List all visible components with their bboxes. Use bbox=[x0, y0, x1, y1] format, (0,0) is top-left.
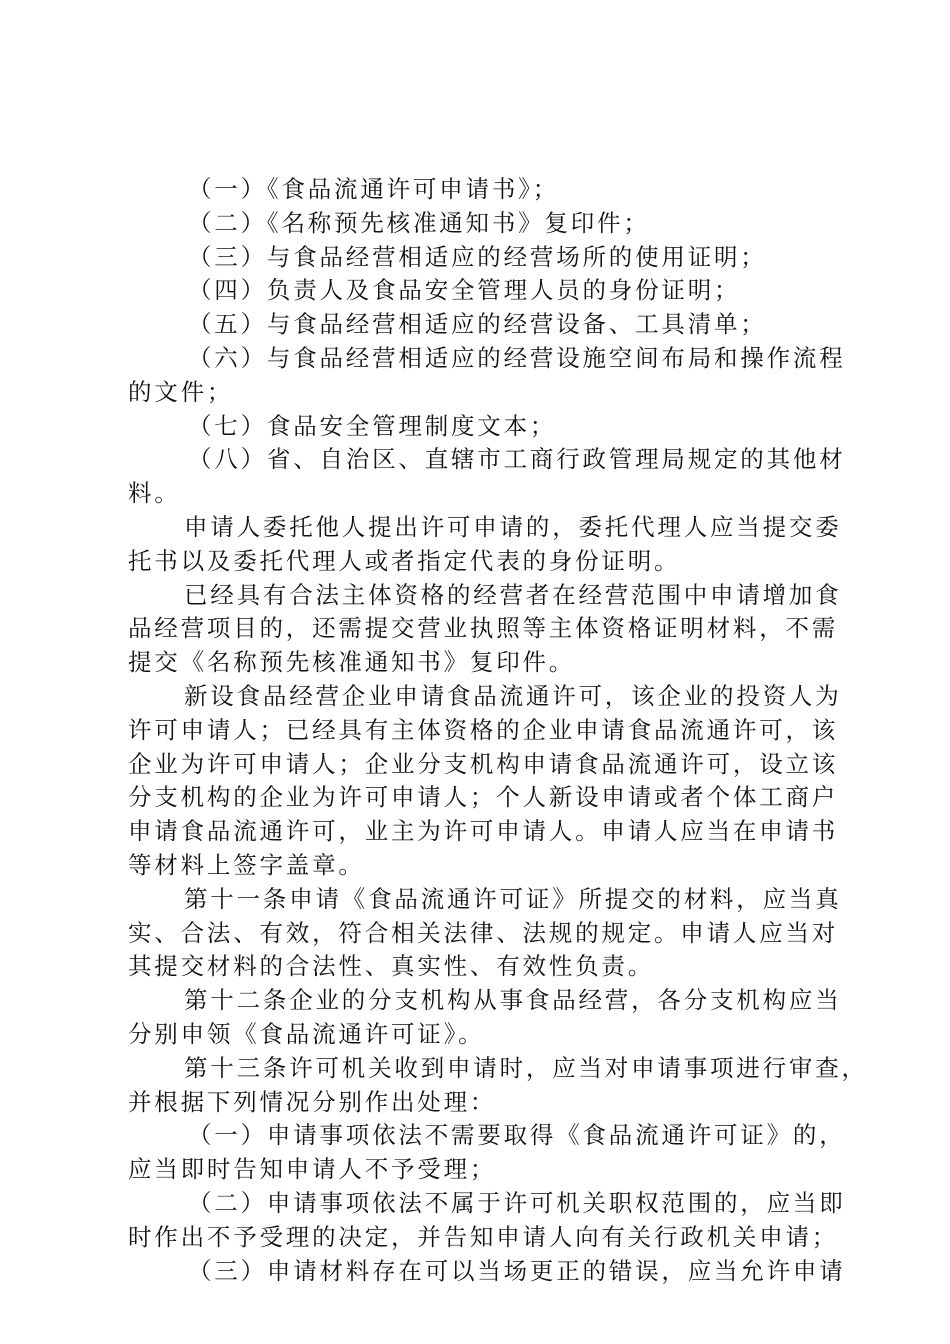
text-line: 等材料上签字盖章。 bbox=[128, 850, 365, 879]
text-line: 料。 bbox=[128, 479, 181, 508]
text-line: 的文件； bbox=[128, 377, 234, 406]
text-line: 企业为许可申请人；企业分支机构申请食品流通许可，设立该 bbox=[128, 749, 839, 778]
text-line: （二）申请事项依法不属于许可机关职权范围的，应当即 bbox=[188, 1188, 846, 1217]
text-line: 托书以及委托代理人或者指定代表的身份证明。 bbox=[128, 546, 681, 575]
text-line: 实、合法、有效，符合相关法律、法规的规定。申请人应当对 bbox=[128, 918, 839, 947]
text-line: 分别申领《食品流通许可证》。 bbox=[128, 1019, 485, 1048]
paragraph-first-line: 第十三条许可机关收到申请时，应当对申请事项进行审查， bbox=[184, 1053, 868, 1082]
text-line: （二）《名称预先核准通知书》复印件； bbox=[188, 208, 650, 237]
document-body bbox=[128, 173, 868, 1288]
paragraph-first-line: 申请人委托他人提出许可申请的，委托代理人应当提交委 bbox=[184, 512, 842, 541]
text-line: 并根据下列情况分别作出处理： bbox=[128, 1087, 497, 1116]
text-line: 分支机构的企业为许可申请人；个人新设申请或者个体工商户 bbox=[128, 783, 839, 812]
text-line: （四）负责人及食品安全管理人员的身份证明； bbox=[188, 276, 741, 305]
text-line: 提交《名称预先核准通知书》复印件。 bbox=[128, 648, 576, 677]
text-line: （一）《食品流通许可申请书》； bbox=[188, 175, 559, 203]
paragraph-first-line: 第十二条企业的分支机构从事食品经营，各分支机构应当 bbox=[184, 986, 842, 1015]
text-line: 品经营项目的，还需提交营业执照等主体资格证明材料，不需 bbox=[128, 614, 839, 643]
text-line: 应当即时告知申请人不予受理； bbox=[128, 1155, 497, 1184]
text-line: （五）与食品经营相适应的经营设备、工具清单； bbox=[188, 310, 767, 339]
paragraph-first-line: 新设食品经营企业申请食品流通许可，该企业的投资人为 bbox=[184, 681, 842, 710]
text-line: （八）省、自治区、直辖市工商行政管理局规定的其他材 bbox=[188, 445, 846, 474]
text-line: （三）与食品经营相适应的经营场所的使用证明； bbox=[188, 242, 767, 271]
text-line: 许可申请人；已经具有主体资格的企业申请食品流通许可，该 bbox=[128, 715, 839, 744]
paragraph-first-line: 已经具有合法主体资格的经营者在经营范围中申请增加食 bbox=[184, 580, 842, 609]
paragraph-first-line: 第十一条申请《食品流通许可证》所提交的材料，应当真 bbox=[184, 884, 842, 913]
text-line: （七）食品安全管理制度文本； bbox=[188, 411, 557, 440]
text-line: 其提交材料的合法性、真实性、有效性负责。 bbox=[128, 952, 654, 981]
text-line: 时作出不予受理的决定，并告知申请人向有关行政机关申请； bbox=[128, 1222, 839, 1251]
text-line: 申请食品流通许可，业主为许可申请人。申请人应当在申请书 bbox=[128, 817, 839, 846]
text-line: （三）申请材料存在可以当场更正的错误，应当允许申请 bbox=[188, 1256, 846, 1285]
text-line: （六）与食品经营相适应的经营设施空间布局和操作流程 bbox=[188, 343, 846, 372]
text-line: （一）申请事项依法不需要取得《食品流通许可证》的， bbox=[188, 1121, 846, 1150]
